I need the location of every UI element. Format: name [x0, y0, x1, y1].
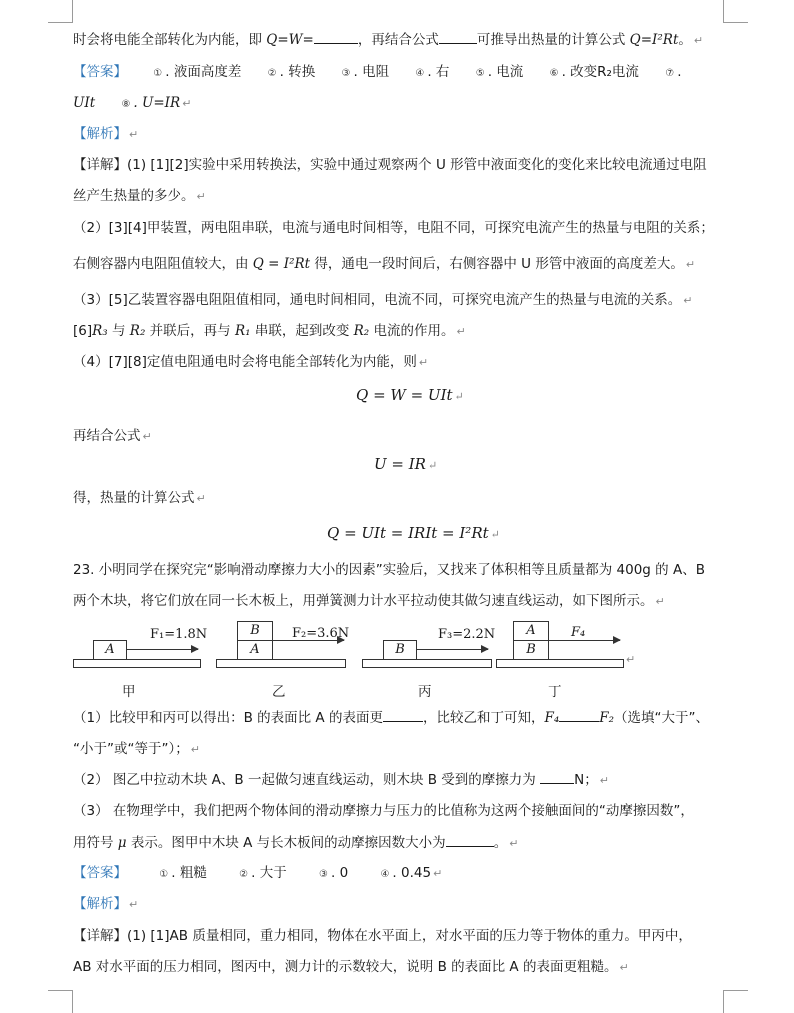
analysis-label: 【解析】	[73, 126, 127, 142]
text: 电流的作用。	[369, 323, 455, 339]
equation-2	[374, 455, 437, 473]
paragraph-mark: ↵	[142, 430, 152, 443]
answer-uit: UIt	[73, 95, 96, 111]
paragraph-mark: ↵	[433, 867, 443, 880]
blank-1	[314, 30, 358, 44]
item-number: ③	[319, 869, 328, 880]
block-bottom: A	[237, 640, 273, 660]
paragraph-mark: ↵	[509, 837, 519, 850]
formula: Q = I²Rt	[252, 256, 311, 272]
paragraph-mark: ↵	[685, 258, 696, 271]
detail-1-line-6	[73, 321, 466, 342]
board	[362, 659, 492, 668]
formula-q: Q	[266, 32, 278, 48]
force-arrow	[416, 649, 488, 650]
item-number: ③	[341, 68, 351, 79]
detail-1-line-8	[73, 426, 152, 447]
paragraph-mark: ↵	[626, 653, 636, 666]
block-bottom: B	[383, 640, 417, 660]
paragraph-mark: ↵	[655, 595, 665, 608]
crop-mark-top-right	[723, 0, 748, 23]
paragraph-mark: ↵	[693, 34, 704, 47]
text: 与	[107, 323, 130, 339]
block-bottom: A	[93, 640, 127, 660]
detail-2-line-2	[73, 957, 629, 978]
answer-line-1	[73, 62, 682, 84]
blank-3	[540, 770, 574, 784]
answer-label: 【答案】	[73, 865, 127, 881]
item-text: .	[677, 64, 682, 80]
symbol: F₄	[544, 710, 560, 726]
paragraph-mark: ↵	[190, 743, 200, 756]
equation-text: Q = UIt = IRIt = I²Rt	[327, 524, 489, 542]
detail-1-line-1	[73, 155, 707, 175]
crop-mark-bottom-right	[723, 990, 748, 1013]
paragraph-mark: ↵	[129, 898, 139, 911]
board	[496, 659, 624, 668]
paragraph-mark: ↵	[456, 325, 466, 338]
symbol: R₂	[353, 323, 370, 339]
text: （1）比较甲和丙可以得出：B 的表面比 A 的表面更	[73, 710, 383, 726]
text: 得，热量的计算公式	[73, 490, 195, 506]
answer-item	[380, 863, 431, 885]
answer-item	[550, 62, 639, 84]
force-label: F₃=2.2N	[438, 627, 496, 642]
paragraph-mark: ↵	[427, 459, 438, 472]
item-number: ⑤	[475, 68, 485, 79]
paragraph-mark: ↵	[129, 128, 139, 141]
analysis-heading-1	[73, 124, 138, 145]
detail-1-line-4	[73, 254, 695, 275]
item-text: . 液面高度差	[165, 64, 242, 80]
block-top: B	[237, 621, 273, 641]
equation-1	[356, 386, 464, 404]
text: 表示。图甲中木块 A 与长木板间的动摩擦因数大小为	[126, 835, 446, 851]
paragraph-mark: ↵	[454, 390, 464, 403]
item-number: ①	[159, 869, 169, 880]
detail-1-line-9	[73, 488, 206, 509]
blank-2	[439, 30, 477, 44]
subquestion-3-line-1	[73, 801, 694, 821]
text: [6]	[73, 323, 93, 339]
answer-item	[476, 62, 524, 84]
text: N；	[574, 772, 598, 788]
detail-1-line-2	[73, 186, 206, 207]
item-text: . 粗糙	[171, 865, 207, 881]
text: ，再结合公式	[357, 32, 439, 48]
blank-1	[383, 708, 423, 722]
equation-3	[327, 524, 500, 542]
answer-label: 【答案】	[73, 64, 127, 80]
answer-item	[239, 863, 287, 885]
text: 再结合公式	[73, 428, 141, 444]
item-number: ②	[239, 869, 249, 880]
text: 得，通电一段时间后，右侧容器中 U 形管中液面的高度差大。	[310, 256, 684, 272]
analysis-label: 【解析】	[73, 896, 127, 912]
answer-item	[268, 62, 316, 84]
answer-item	[342, 62, 390, 84]
paragraph-mark: ↵	[182, 97, 192, 110]
paragraph-mark: ↵	[418, 356, 429, 369]
intro-line	[73, 30, 703, 51]
item-number: ⑧	[121, 99, 131, 110]
paragraph-mark: ↵	[683, 294, 693, 307]
answer-item	[319, 863, 348, 885]
symbol: R₃	[92, 323, 108, 339]
text: ，比较乙和丁可知，	[422, 710, 545, 726]
text: AB 对水平面的压力相同，图丙中，测力计的示数较大，说明 B 的表面比 A 的表面更粗糙。	[73, 959, 618, 975]
force-arrow	[548, 640, 620, 641]
text: 丝产生热量的多少。	[73, 188, 195, 204]
answer-uir: . U=IR	[133, 95, 181, 111]
text: 。	[493, 835, 508, 851]
text: 23. 小明同学在探究完“影响滑动摩擦力大小的因素”实验后，又找来了体积相等且质量都为 400g 的 A、B	[73, 562, 705, 578]
text: 。	[678, 32, 692, 48]
answer-line-2	[73, 863, 442, 885]
answer-item	[153, 62, 241, 84]
paragraph-mark: ↵	[619, 961, 629, 974]
question-23-line-1	[73, 560, 705, 580]
blank-2	[559, 708, 599, 722]
item-number: ⑦	[665, 68, 675, 79]
blank-4	[446, 833, 494, 847]
question-23-line-2	[73, 591, 665, 612]
paragraph-mark: ↵	[490, 528, 500, 541]
text: 并联后，再与	[145, 323, 235, 339]
force-arrow	[126, 649, 198, 650]
detail-1-line-7	[73, 352, 428, 373]
answer-item	[415, 62, 449, 84]
subquestion-2	[73, 770, 609, 791]
item-text: . 0	[330, 865, 349, 881]
text: （选填“大于”、	[614, 710, 710, 726]
answer-item	[665, 62, 681, 84]
symbol: F₂	[599, 710, 615, 726]
force-label: F₄	[571, 625, 586, 640]
block-bottom: B	[513, 640, 549, 660]
item-number: ④	[380, 869, 390, 880]
symbol: R₁	[234, 323, 251, 339]
text: “小于”或“等于”）；	[73, 741, 189, 757]
block-top: A	[513, 621, 549, 641]
detail-label: 【详解】	[73, 928, 127, 944]
caption: 乙	[272, 684, 286, 700]
paragraph-mark: ↵	[599, 774, 609, 787]
crop-mark-top-left	[48, 0, 73, 23]
text: (1) [1]AB 质量相同，重力相同，物体在水平面上，对水平面的压力等于物体的重力。甲丙中，	[127, 928, 692, 944]
subquestion-1-line-2	[73, 739, 200, 760]
subquestion-3-line-2	[73, 833, 518, 854]
item-text: . 右	[427, 64, 450, 80]
text: 串联，起到改变	[250, 323, 354, 339]
board	[216, 659, 346, 668]
force-label: F₂=3.6N	[292, 626, 350, 641]
item-text: . 电流	[487, 64, 524, 80]
equation-text: Q = W = UIt	[356, 386, 453, 404]
detail-1-line-5	[73, 290, 692, 311]
formula-w: =W=	[277, 32, 314, 48]
text: 时会将电能全部转化为内能，即	[73, 32, 267, 48]
paragraph-mark: ↵	[196, 190, 206, 203]
item-number: ①	[153, 68, 163, 79]
formula-heat: Q=I²Rt	[629, 32, 679, 48]
equation-text: U = IR	[374, 455, 426, 473]
text: （3） 在物理学中，我们把两个物体间的滑动摩擦力与压力的比值称为这两个接触面间的“动摩擦因数”，	[73, 803, 694, 819]
caption: 丙	[418, 684, 432, 700]
detail-1-line-3	[73, 218, 714, 238]
text: （2）[3][4]甲装置，两电阻串联，电流与通电时间相等，电阻不同，可探究电流产生的热量与电阻的关系；	[73, 220, 714, 236]
detail-2-line-1	[73, 926, 692, 946]
text: 用符号	[73, 835, 118, 851]
text: （4）[7][8]定值电阻通电时会将电能全部转化为内能，则	[73, 354, 417, 370]
caption: 甲	[122, 684, 136, 700]
paragraph-mark: ↵	[196, 492, 206, 505]
text: (1) [1][2]实验中采用转换法，实验中通过观察两个 U 形管中液面变化的变化来比较电流通过电阻	[127, 157, 707, 173]
symbol-mu: μ	[117, 835, 127, 851]
force-label: F₁=1.8N	[150, 627, 208, 642]
item-text: . 大于	[251, 865, 287, 881]
text: 右侧容器内电阻阻值较大，由	[73, 256, 253, 272]
detail-label: 【详解】	[73, 157, 127, 173]
item-text: . 改变R₂电流	[561, 64, 639, 80]
answer-line-1b	[73, 93, 191, 115]
item-number: ②	[267, 68, 277, 79]
item-text: . 0.45	[392, 865, 432, 881]
caption: 丁	[548, 684, 562, 700]
text: （3）[5]乙装置容器电阻阻值相同，通电时间相同，电流不同，可探究电流产生的热量与电流的关系。	[73, 292, 682, 308]
item-number: ④	[415, 68, 425, 79]
subquestion-1-line-1	[73, 708, 709, 728]
text: （2） 图乙中拉动木块 A、B 一起做匀速直线运动，则木块 B 受到的摩擦力为	[73, 772, 541, 788]
answer-item	[159, 863, 207, 885]
symbol: R₂	[129, 323, 146, 339]
item-text: . 电阻	[353, 64, 390, 80]
text: 两个木块，将它们放在同一长木板上，用弹簧测力计水平拉动使其做匀速直线运动，如下图所示。	[73, 593, 654, 609]
text: 可推导出热量的计算公式	[476, 32, 630, 48]
crop-mark-bottom-left	[48, 990, 73, 1013]
item-text: . 转换	[279, 64, 316, 80]
analysis-heading-2	[73, 894, 138, 915]
item-number: ⑥	[549, 68, 559, 79]
board	[73, 659, 201, 668]
